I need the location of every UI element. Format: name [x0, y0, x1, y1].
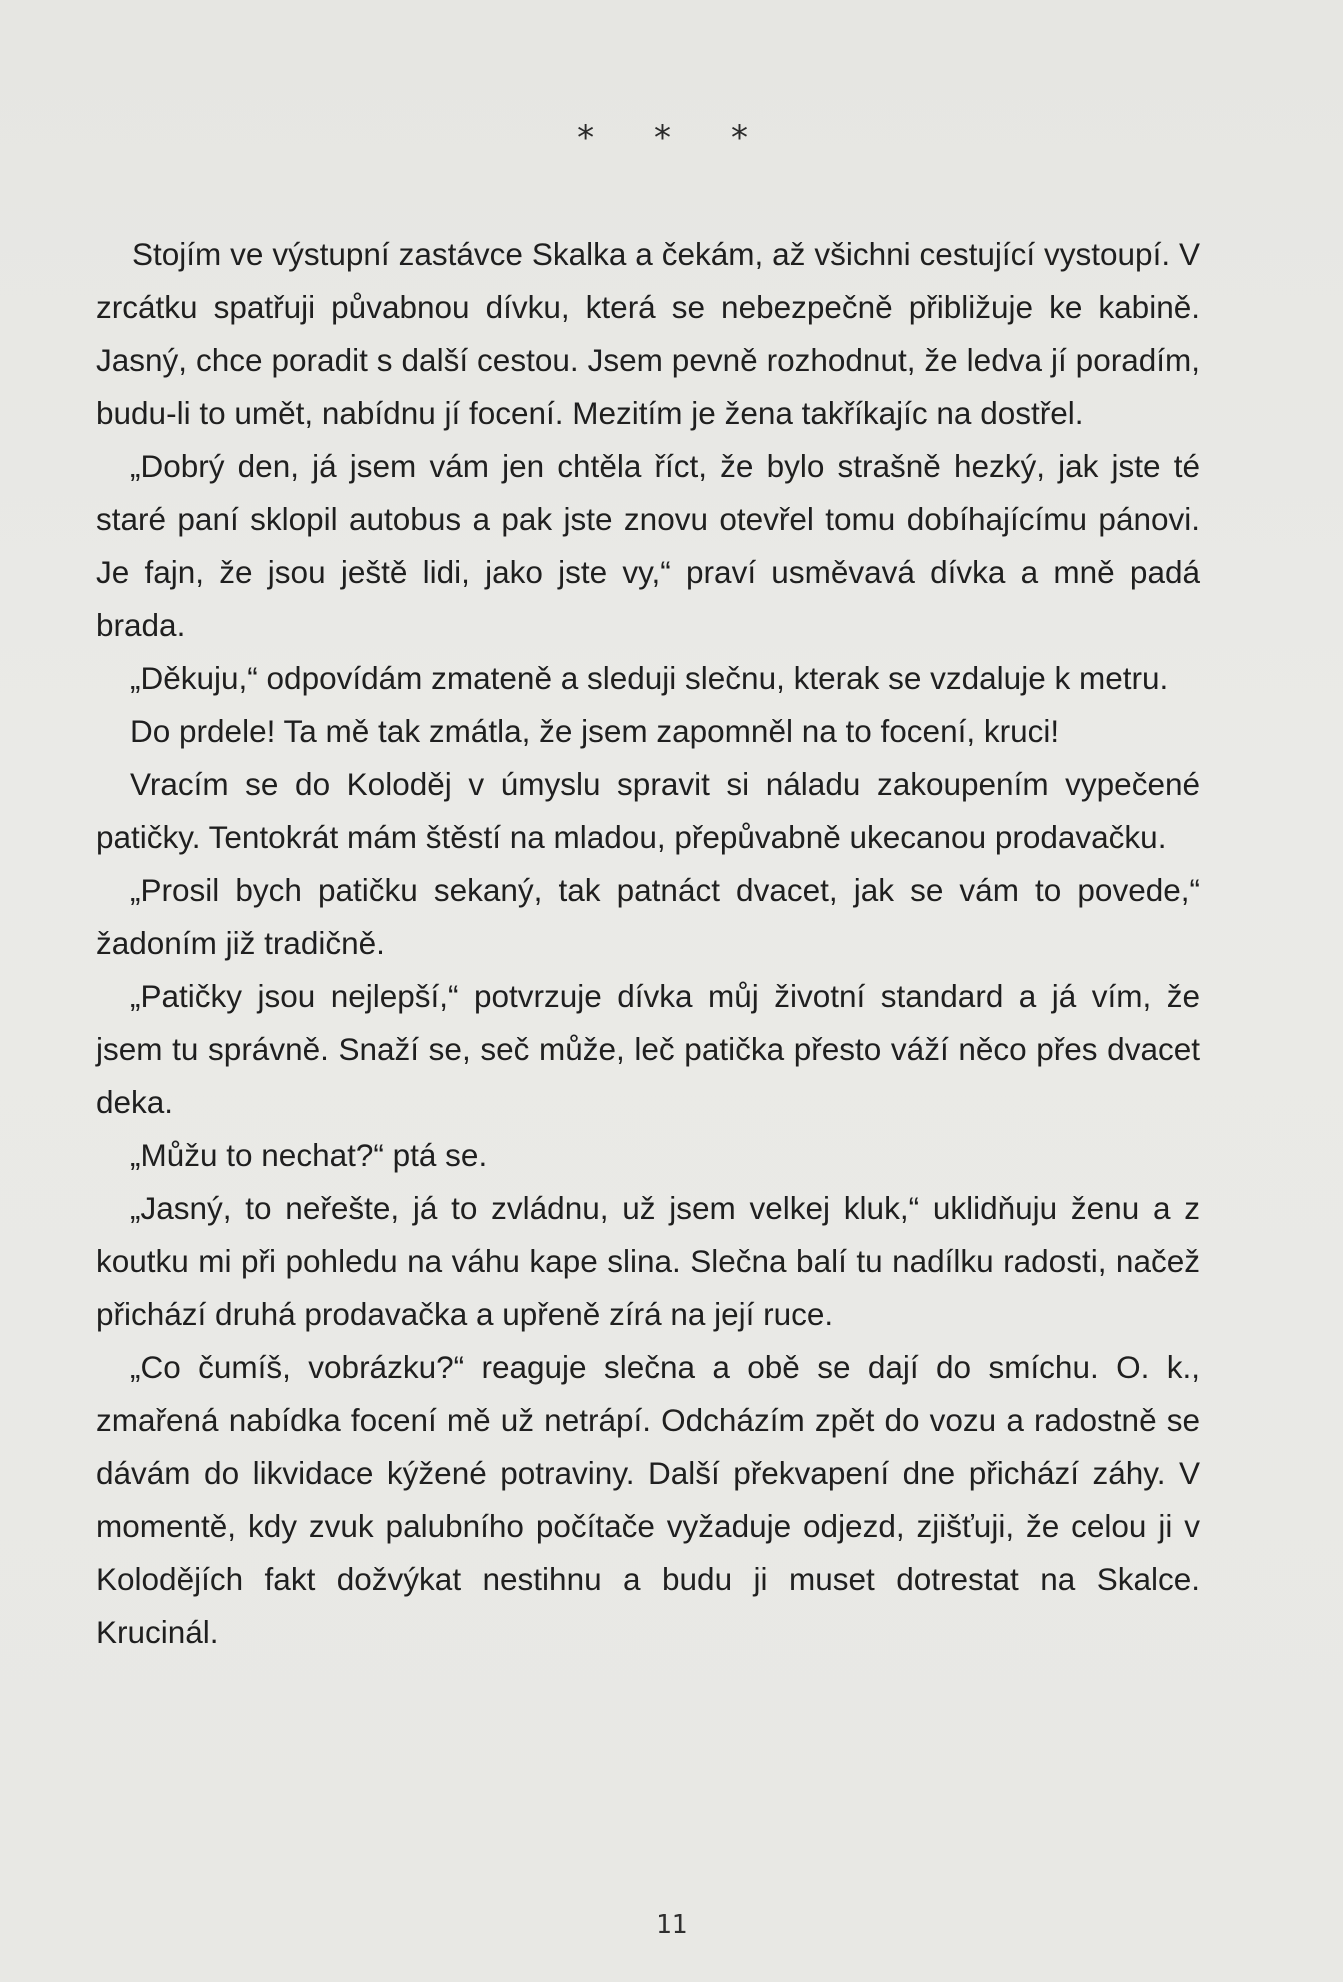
paragraph: „Dobrý den, já jsem vám jen chtěla říct, že bylo strašně hezký, jak jste té staré paní sklopil autobus a pak jste znovu otevřel tomu dobíhajícímu pánovi. Je fajn, že jsou ještě lidi, jako jste vy,“ praví usměvavá dívka a mně padá brada.	[96, 448, 1200, 643]
paragraph: Do prdele! Ta mě tak zmátla, že jsem zapomněl na to focení, kruci!	[130, 713, 1060, 749]
paragraph: „Děkuju,“ odpovídám zmateně a sleduji slečnu, kterak se vzdaluje k metru.	[130, 660, 1169, 696]
paragraph: Vracím se do Koloděj v úmyslu spravit si náladu zakoupením vypečené patičky. Tentokrát mám štěstí na mladou, přepůvabně ukecanou prodavačku.	[96, 766, 1200, 855]
section-break-asterisks: * * *	[575, 118, 768, 158]
paragraph: „Co čumíš, vobrázku?“ reaguje slečna a obě se dají do smíchu. O. k., zmařená nabídka focení mě už netrápí. Odcházím zpět do vozu a radostně se dávám do likvidace kýžené potraviny. Další překvapení dne přichází záhy. V momentě, kdy zvuk palubního počítače vyžaduje odjezd, zjišťuji, že celou ji v Kolodějích fakt dožvýkat nestihnu a budu ji muset dotrestat na Skalce. Krucinál.	[96, 1349, 1200, 1650]
page-number: 11	[655, 1910, 688, 1940]
paragraph: „Patičky jsou nejlepší,“ potvrzuje dívka můj životní standard a já vím, že jsem tu správně. Snaží se, seč může, leč patička přesto váží něco přes dvacet deka.	[96, 978, 1200, 1120]
body-text	[96, 228, 1200, 1659]
paragraph: „Prosil bych patičku sekaný, tak patnáct dvacet, jak se vám to povede,“ žadoním již tradičně.	[96, 872, 1200, 961]
paragraph: „Můžu to nechat?“ ptá se.	[130, 1137, 488, 1173]
paragraph: „Jasný, to neřešte, já to zvládnu, už jsem velkej kluk,“ uklidňuju ženu a z koutku mi při pohledu na váhu kape slina. Slečna balí tu nadílku radosti, načež přichází druhá prodavačka a upřeně zírá na její ruce.	[96, 1190, 1200, 1332]
paragraph: Stojím ve výstupní zastávce Skalka a čekám, až všichni cestující vystoupí. V zrcátku spatřuji půvabnou dívku, která se nebezpečně přibližuje ke kabině. Jasný, chce poradit s další cestou. Jsem pevně rozhodnut, že ledva jí poradím, budu-li to umět, nabídnu jí focení. Mezitím je žena takříkajíc na dostřel.	[96, 236, 1200, 431]
